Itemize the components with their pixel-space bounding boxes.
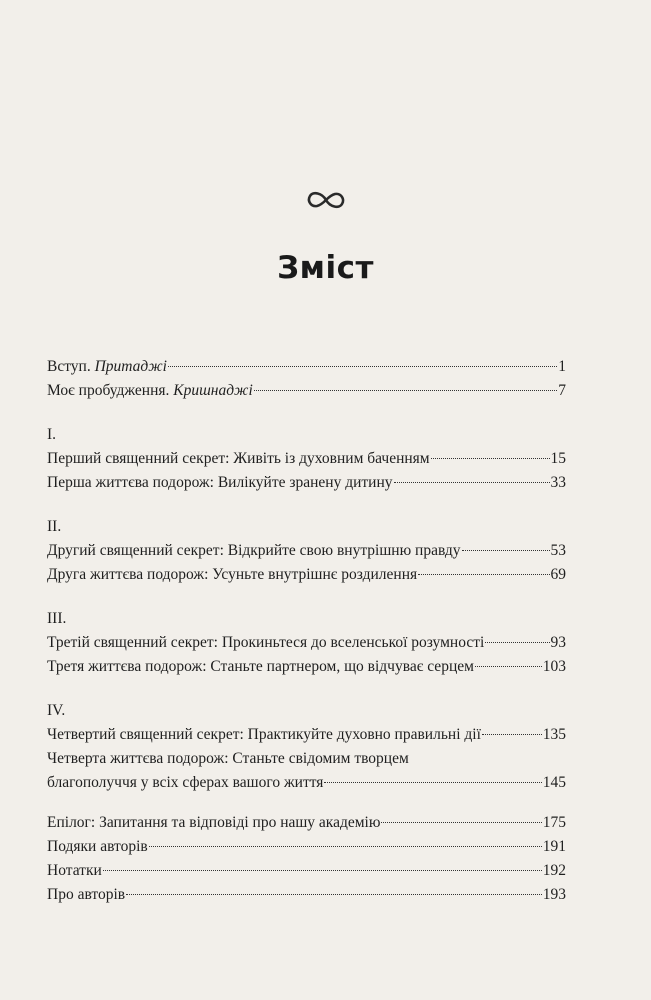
entry-label: Третій священний секрет: Прокиньтеся до вселенської розумності [47, 634, 485, 651]
entry-label: Перший священний секрет: Живіть із духовним баченням [47, 450, 430, 467]
dot-leader [168, 366, 557, 367]
entry-author: Притаджі [94, 358, 167, 375]
toc-entry[interactable] [47, 723, 566, 747]
page-number: 193 [542, 886, 566, 903]
toc-entry-epilogue[interactable] [47, 811, 566, 835]
entry-label: Четверта життєва подорож: Станьте свідомим творцем [47, 750, 409, 767]
page-number: 69 [550, 566, 566, 583]
dot-leader [381, 822, 541, 823]
dot-leader [475, 666, 542, 667]
page-number: 33 [550, 474, 566, 491]
page-number: 192 [542, 862, 566, 879]
entry-label: Про авторів [47, 886, 126, 903]
infinity-icon [0, 188, 651, 217]
entry-label: Подяки авторів [47, 838, 148, 855]
toc-entry-about-authors[interactable] [47, 883, 566, 907]
toc-entry[interactable] [47, 563, 566, 587]
dot-leader [482, 734, 542, 735]
dot-leader [462, 550, 550, 551]
table-of-contents [47, 355, 566, 907]
dot-leader [418, 574, 549, 575]
page-number: 93 [550, 634, 566, 651]
section-numeral: IV. [47, 702, 66, 719]
dot-leader [254, 390, 557, 391]
page-number: 103 [542, 658, 566, 675]
page-number: 7 [558, 382, 566, 399]
entry-label: благополуччя у всіх сферах вашого життя [47, 774, 324, 791]
page-number: 53 [550, 542, 566, 559]
dot-leader [485, 642, 549, 643]
page-number: 15 [550, 450, 566, 467]
toc-entry-line2[interactable] [47, 771, 566, 795]
toc-entry[interactable] [47, 539, 566, 563]
entry-label: Нотатки [47, 862, 102, 879]
entry-label: Другий священний секрет: Відкрийте свою внутрішню правду [47, 542, 461, 559]
toc-entry[interactable] [47, 471, 566, 495]
page-number: 191 [542, 838, 566, 855]
page-number: 175 [542, 814, 566, 831]
section-numeral: III. [47, 610, 67, 627]
entry-label: Вступ. [47, 358, 91, 375]
section-numeral: II. [47, 518, 62, 535]
entry-label: Четвертий священний секрет: Практикуйте духовно правильні дії [47, 726, 481, 743]
toc-entry-acknowledgements[interactable] [47, 835, 566, 859]
page-number: 135 [542, 726, 566, 743]
toc-entry-awakening[interactable] [47, 379, 566, 403]
toc-entry-intro[interactable] [47, 355, 566, 379]
toc-entry-line1[interactable] [47, 747, 566, 771]
page-number: 1 [558, 358, 566, 375]
toc-entry[interactable] [47, 655, 566, 679]
entry-label: Моє пробудження. [47, 382, 170, 399]
dot-leader [126, 894, 542, 895]
page-number: 145 [542, 774, 566, 791]
entry-label: Перша життєва подорож: Вилікуйте зранену дитину [47, 474, 393, 491]
toc-entry[interactable] [47, 447, 566, 471]
dot-leader [324, 782, 541, 783]
dot-leader [431, 458, 550, 459]
section-numeral: I. [47, 426, 57, 443]
toc-entry-notes[interactable] [47, 859, 566, 883]
toc-entry[interactable] [47, 631, 566, 655]
entry-label: Епілог: Запитання та відповіді про нашу академію [47, 814, 381, 831]
entry-author: Кришнаджі [173, 382, 253, 399]
dot-leader [394, 482, 550, 483]
entry-label: Друга життєва подорож: Усуньте внутрішнє роздилення [47, 566, 418, 583]
dot-leader [103, 870, 542, 871]
dot-leader [149, 846, 542, 847]
page-title: Зміст [277, 250, 374, 286]
entry-label: Третя життєва подорож: Станьте партнером, що відчуває серцем [47, 658, 474, 675]
